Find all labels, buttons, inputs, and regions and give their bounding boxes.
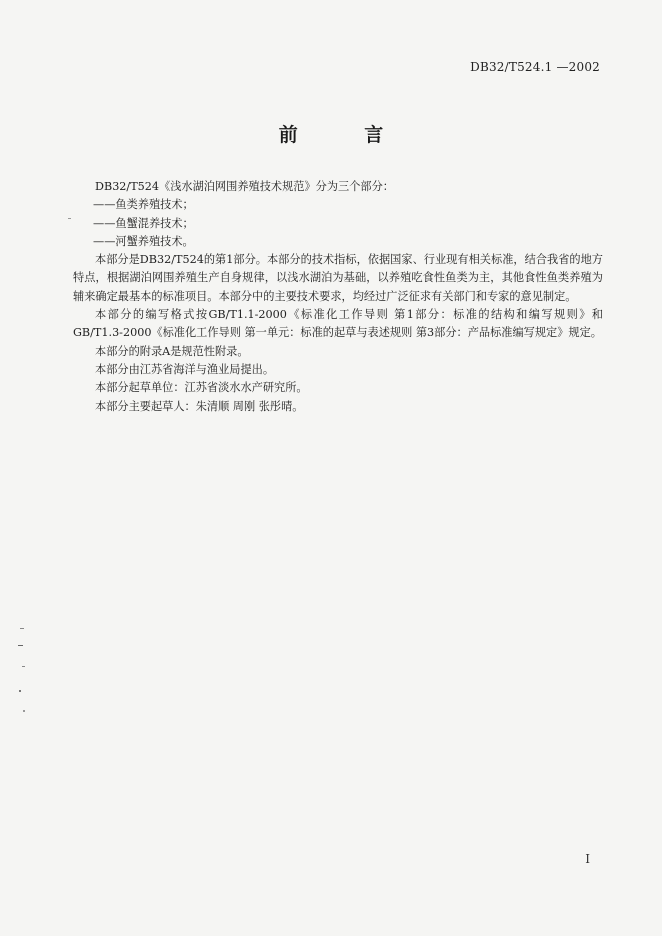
part-list-item: ——鱼蟹混养技术； xyxy=(93,216,194,230)
standard-code: DB32/T524.1 —2002 xyxy=(470,60,600,74)
body-paragraph: 本部分的编写格式按GB/T1.1-2000《标准化工作导则 第1部分：标准的结构和编写规则》和GB/T1.3-2000《标准化工作导则 第一单元：标准的起草与表述规则 第3部分：产品标准编写规定》规定。 xyxy=(73,308,603,340)
intro-paragraph: DB32/T524《浅水湖泊网围养殖技术规范》分为三个部分： xyxy=(95,180,394,193)
part-list-item: ——河蟹养殖技术。 xyxy=(93,234,194,248)
body-paragraph: 本部分的附录A是规范性附录。 xyxy=(95,344,249,358)
body-paragraph: 本部分由江苏省海洋与渔业局提出。 xyxy=(95,362,275,376)
scan-speck xyxy=(20,628,24,629)
scan-speck xyxy=(18,645,23,646)
scan-speck xyxy=(23,710,25,712)
scan-speck xyxy=(22,666,25,667)
body-paragraph: 本部分主要起草人：朱清顺 周刚 张彤晴。 xyxy=(95,399,304,413)
page-title: 前 言 xyxy=(278,124,414,146)
scan-speck xyxy=(19,690,21,692)
body-paragraph: 本部分是DB32/T524的第1部分。本部分的技术指标，依据国家、行业现有相关标准，结合我省的地方特点，根据湖泊网围养殖生产自身规律，以浅水湖泊为基础，以养殖吃食性鱼类为主，其他食性鱼类养殖为辅来确定最基本的标准项目。本部分中的主要技术要求，均经过广泛征求有关部门和专家的意见制定。 xyxy=(73,253,603,303)
scan-speck xyxy=(68,218,71,219)
part-list-item: ——鱼类养殖技术； xyxy=(93,198,194,212)
document-body xyxy=(73,178,603,416)
body-paragraph: 本部分起草单位：江苏省淡水水产研究所。 xyxy=(95,381,308,395)
page-number: I xyxy=(585,852,590,866)
